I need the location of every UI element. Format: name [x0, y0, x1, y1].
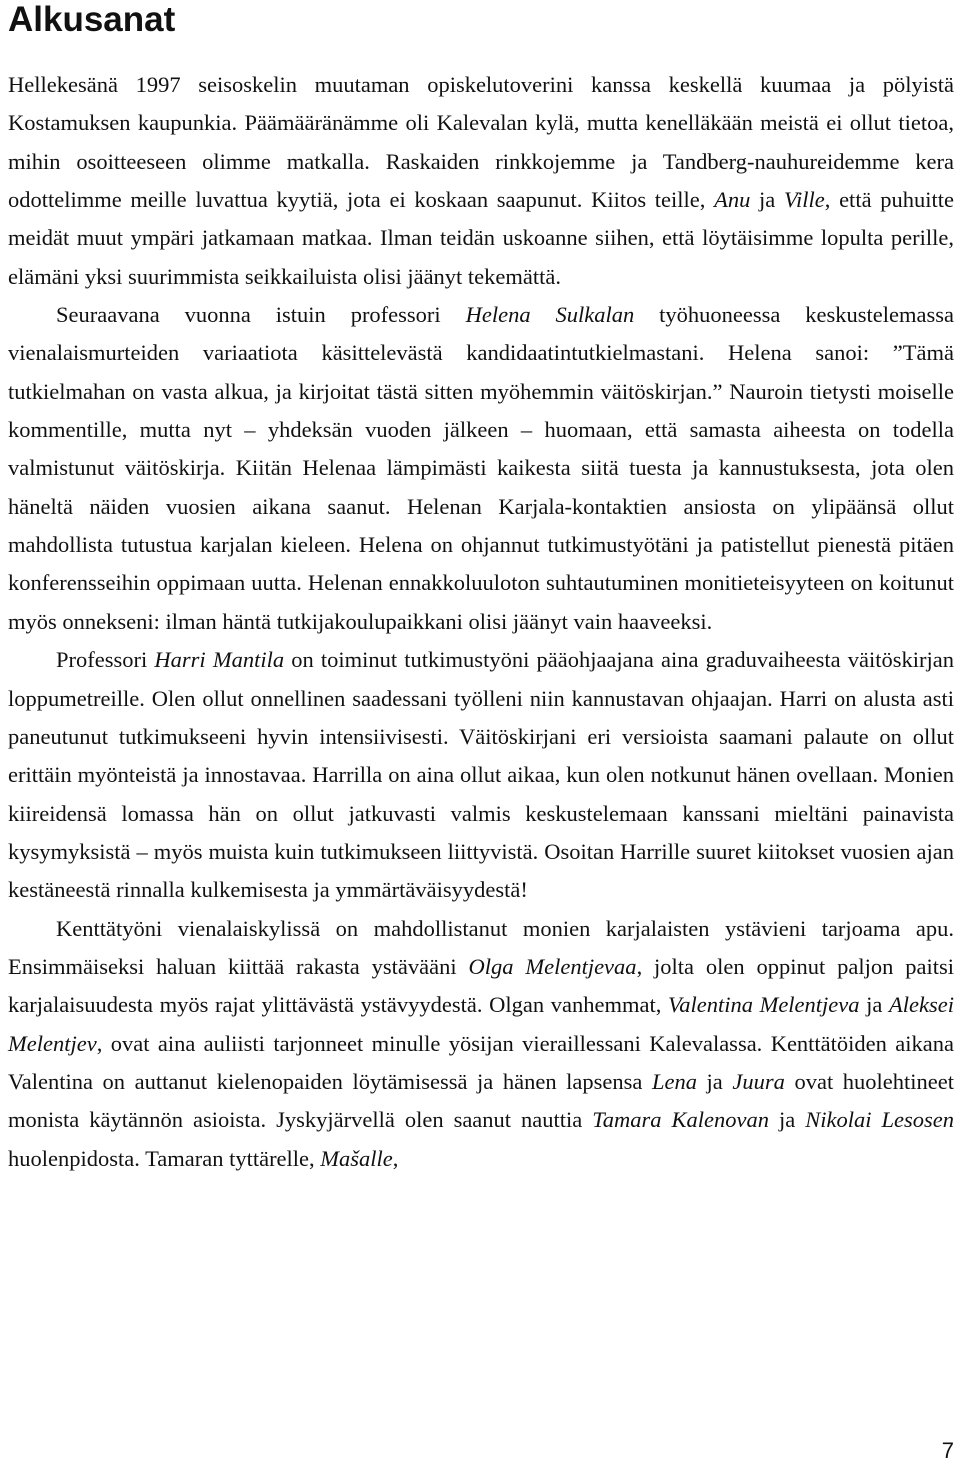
- italic-name: Juura: [732, 1068, 785, 1094]
- italic-name: Aleksei Melentjev: [8, 992, 954, 1056]
- text-run: ja: [750, 187, 784, 213]
- italic-name: Helena Sulkalan: [465, 302, 635, 328]
- text-run: , että puhuitte meidät muut ympäri jatkamaan matkaa. Ilman teidän uskoanne siihen, että löytäisimme lopulta perille, elämäni yksi suurimmista seikkailuista olisi jäänyt tekemättä.: [8, 187, 954, 289]
- body-text: [8, 66, 954, 1178]
- italic-name: Mašalle: [320, 1145, 393, 1171]
- text-run: Hellekesänä 1997 seisoskelin muutaman opiskelutoverini kanssa keskellä kuumaa ja pölyistä Kostamuksen kaupunkia. Päämääränämme oli Kalevalan kylä, mutta kenelläkään meistä ei ollut tietoa, mihin osoitteeseen olimme matkalla. Raskaiden rinkkojemme ja Tandberg-nauhureidemme kera odottelimme meille luvattua kyytiä, jota ei koskaan saapunut. Kiitos teille,: [8, 72, 954, 213]
- text-run: ja: [696, 1068, 733, 1094]
- page-number: 7: [941, 1438, 954, 1463]
- paragraph: [8, 66, 954, 296]
- text-run: ovat huolehtineet monista käytännön asioista. Jyskyjärvellä olen saanut nauttia: [8, 1068, 954, 1133]
- text-run: huolenpidosta. Tamaran tyttärelle,: [8, 1145, 321, 1171]
- page-title: Alkusanat: [8, 0, 176, 39]
- text-run: ja: [859, 992, 890, 1018]
- italic-name: Valentina Melentjeva: [667, 992, 860, 1018]
- paragraph: [8, 641, 954, 909]
- text-run: Professori: [56, 647, 155, 673]
- text-run: , ovat aina auliisti tarjonneet minulle yösijan vieraillessani Kalevalassa. Kenttätöiden aikana Valentina on auttanut kielenopaiden löytämisessä ja hänen lapsensa: [8, 1030, 954, 1094]
- italic-name: Nikolai Lesosen: [805, 1107, 955, 1133]
- paragraph: [8, 910, 954, 1178]
- italic-name: Anu: [714, 187, 751, 213]
- italic-name: Ville: [783, 187, 825, 213]
- text-run: Kenttätyöni vienalaiskylissä on mahdollistanut monien karjalaisten ystävieni tarjoama apu. Ensimmäiseksi haluan kiittää rakasta ystävääni: [8, 915, 954, 979]
- text-run: , jolta olen oppinut paljon paitsi karjalaisuudesta myös rajat ylittävästä ystävyydestä. Olgan vanhemmat,: [8, 953, 955, 1018]
- paragraph: [8, 296, 954, 641]
- text-run: ja: [769, 1107, 806, 1133]
- text-run: on toiminut tutkimustyöni pääohjaajana aina graduvaiheesta väitöskirjan loppumetreille. Olen ollut onnellinen saadessani työlleni niin kannustavan ohjaajan. Harri on alusta asti paneutunut tutkimukseeni hyvin intensiivisesti. Väitöskirjani eri versioista saamani palaute on ollut erittäin myönteistä ja innostavaa. Harrilla on aina ollut aikaa, kun olen notkunut hänen ovellaan. Monien kiireidensä lomassa hän on ollut jatkuvasti valmis keskustelemaan kanssani mieltäni painavista kysymyksistä – myös muista kuin tutkimukseen liittyvistä. Osoitan Harrille suuret kiitokset vuosien ajan kestäneestä rinnalla kulkemisesta ja ymmärtäväisyydestä!: [8, 647, 954, 903]
- text-run: työhuoneessa keskustelemassa vienalaismurteiden variaatiota käsittelevästä kandidaatintutkielmastani. Helena sanoi: ”Tämä tutkielmahan on vasta alkua, ja kirjoitat tästä sitten myöhemmin väitöskirjan.” Nauroin tietysti moiselle kommentille, mutta nyt – yhdeksän vuoden jälkeen – huomaan, että samasta aiheesta on todella valmistunut väitöskirja. Kiitän Helenaa lämpimästi kaikesta siitä tuesta ja kannustuksesta, jota olen häneltä näiden vuosien aikana saanut. Helenan Karjala-kontaktien ansiosta on ylipäänsä ollut mahdollista tutustua karjalan kieleen. Helena on ohjannut tutkimustyötäni ja patistellut pienestä pitäen konferensseihin oppimaan uutta. Helenan ennakkoluuloton suhtautuminen monitieteisyyteen on koitunut myös onnekseni: ilman häntä tutkijakoulupaikkani olisi jäänyt vain haaveeksi.: [8, 302, 955, 634]
- text-run: ,: [392, 1145, 399, 1171]
- italic-name: Harri Mantila: [154, 647, 285, 673]
- italic-name: Tamara Kalenovan: [592, 1107, 769, 1133]
- text-run: Seuraavana vuonna istuin professori: [56, 302, 466, 328]
- italic-name: Lena: [651, 1068, 697, 1094]
- italic-name: Olga Melentjevaa: [468, 953, 637, 979]
